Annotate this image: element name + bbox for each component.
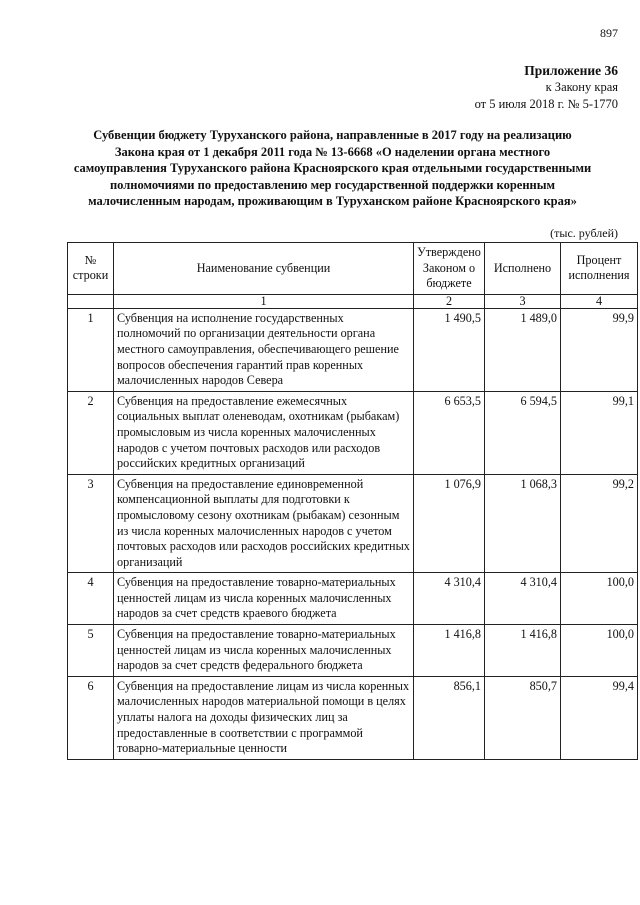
executed-value: 4 310,4	[485, 573, 561, 625]
row-number: 3	[68, 474, 114, 573]
subvention-name: Субвенция на предоставление товарно-материальных ценностей лицам из числа коренных малочисленных народов за счет средств краевого бюджета	[114, 573, 414, 625]
percent-value: 99,9	[561, 308, 638, 391]
subvention-name: Субвенция на предоставление лицам из числа коренных малочисленных народов материальной помощи в целях уплаты налога на доходы физических лиц за предоставленные в соответствии с программой товарно-материальные ценности	[114, 676, 414, 759]
percent-value: 99,4	[561, 676, 638, 759]
row-number: 5	[68, 625, 114, 677]
executed-value: 1 416,8	[485, 625, 561, 677]
executed-value: 1 068,3	[485, 474, 561, 573]
column-index-row	[68, 294, 638, 308]
title-line: малочисленным народам, проживающим в Туруханском районе Красноярского края»	[88, 194, 577, 208]
percent-value: 99,2	[561, 474, 638, 573]
table-row	[68, 391, 638, 474]
approved-value: 1 416,8	[414, 625, 485, 677]
percent-value: 100,0	[561, 625, 638, 677]
header-row-number: № строки	[68, 243, 114, 295]
subvention-name: Субвенция на предоставление единовременной компенсационной выплаты для подготовки к промысловому сезону охотникам (рыбакам) сезонным из числа коренных малочисленных народов с учетом почтовых расходов или расходов российских кредитных организаций	[114, 474, 414, 573]
document-title	[40, 127, 625, 210]
header-approved: Утверждено Законом о бюджете	[414, 243, 485, 295]
subvention-name: Субвенция на предоставление ежемесячных социальных выплат оленеводам, охотникам (рыбакам) промысловым из числа коренных малочисленных народов с учетом почтовых расходов или расходов российских кредитных организаций	[114, 391, 414, 474]
subvention-table	[67, 242, 638, 760]
header-subvention-name: Наименование субвенции	[114, 243, 414, 295]
executed-value: 1 489,0	[485, 308, 561, 391]
title-line: Субвенции бюджету Туруханского района, направленные в 2017 году на реализацию	[93, 128, 572, 142]
approved-value: 1 490,5	[414, 308, 485, 391]
table-row	[68, 676, 638, 759]
percent-value: 99,1	[561, 391, 638, 474]
column-index: 4	[561, 294, 638, 308]
approved-value: 6 653,5	[414, 391, 485, 474]
approved-value: 4 310,4	[414, 573, 485, 625]
appendix-date-line: от 5 июля 2018 г. № 5-1770	[474, 97, 618, 111]
executed-value: 850,7	[485, 676, 561, 759]
title-line: полномочиями по предоставлению мер государственной поддержки коренным	[109, 177, 556, 192]
page-number: 897	[600, 26, 618, 40]
table-header-row	[68, 243, 638, 295]
header-executed: Исполнено	[485, 243, 561, 295]
column-index-empty	[68, 294, 114, 308]
approved-value: 1 076,9	[414, 474, 485, 573]
percent-value: 100,0	[561, 573, 638, 625]
executed-value: 6 594,5	[485, 391, 561, 474]
appendix-title: Приложение 36	[524, 63, 618, 78]
appendix-reference	[475, 62, 618, 113]
table-row	[68, 474, 638, 573]
appendix-law-line: к Закону края	[545, 80, 618, 94]
row-number: 2	[68, 391, 114, 474]
row-number: 1	[68, 308, 114, 391]
table-row	[68, 573, 638, 625]
row-number: 6	[68, 676, 114, 759]
approved-value: 856,1	[414, 676, 485, 759]
column-index: 1	[114, 294, 414, 308]
unit-note: (тыс. рублей)	[550, 226, 618, 240]
title-line: самоуправления Туруханского района Красноярского края отдельными государственными	[73, 161, 592, 175]
title-line: Закона края от 1 декабря 2011 года № 13-6668 «О наделении органа местного	[114, 144, 551, 159]
column-index: 3	[485, 294, 561, 308]
subvention-name: Субвенция на исполнение государственных полномочий по организации деятельности органа местного самоуправления, обеспечивающего решение вопросов обеспечения гарантий прав коренных малочисленных народов Севера	[114, 308, 414, 391]
row-number: 4	[68, 573, 114, 625]
table-row	[68, 308, 638, 391]
subvention-name: Субвенция на предоставление товарно-материальных ценностей лицам из числа коренных малочисленных народов за счет средств федерального бюджета	[114, 625, 414, 677]
column-index: 2	[414, 294, 485, 308]
table-row	[68, 625, 638, 677]
header-percent: Процент исполнения	[561, 243, 638, 295]
